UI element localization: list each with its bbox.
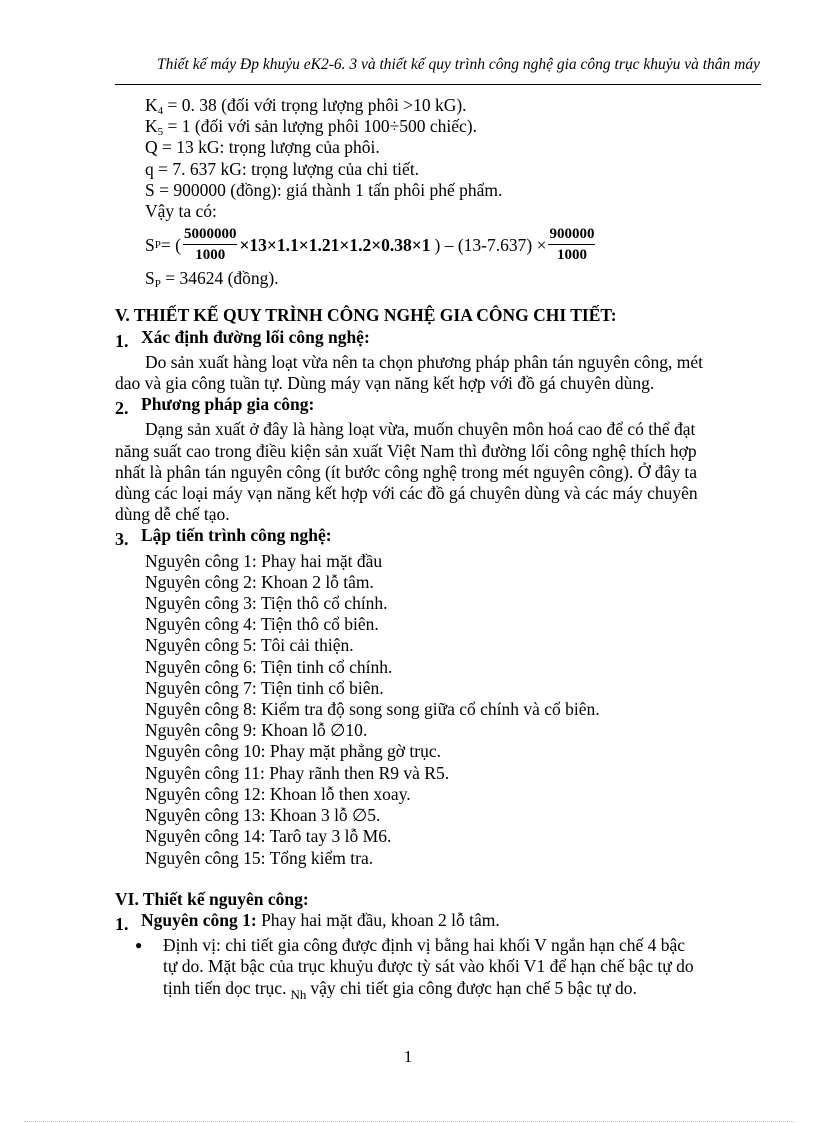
fraction-2: $\frac{900000}{1000}$ xyxy=(549,226,595,264)
process-step: Nguyên công 1: Phay hai mặt đầu xyxy=(145,550,383,571)
text-line: q = 7. 637 kG: trọng lượng của chi tiết. xyxy=(145,158,420,179)
cost-formula: S P = ( $\frac{5000000}{1000}$ ×13×1.1×1.21×1.2×0.38×1 ) – (13-7.637) × $\frac{900000}{1000}$ xyxy=(145,226,595,264)
process-step: Nguyên công 7: Tiện tinh cổ biên. xyxy=(145,677,384,698)
paragraph-line: nhất là phân tán nguyên công (ít bước công nghệ trong mét nguyên công). Ở đây ta xyxy=(115,461,697,482)
process-step: Nguyên công 12: Khoan lỗ then xoay. xyxy=(145,783,411,804)
process-step: Nguyên công 9: Khoan lỗ ∅10. xyxy=(145,720,368,741)
document-body xyxy=(115,95,760,1005)
paragraph-line: Dạng sản xuất ở đây là hàng loạt vừa, muốn chuyên môn hoá cao để có thể đạt xyxy=(145,419,696,440)
text-line: Vậy ta có: xyxy=(145,201,217,222)
paragraph-line: dùng các loại máy vạn năng kết hợp với các đồ gá chuyên dùng và các máy chuyên xyxy=(115,483,698,504)
paragraph-line: dao và gia công tuần tự. Dùng máy vạn năng kết hợp với đồ gá chuyên dùng. xyxy=(115,373,655,394)
header-divider xyxy=(115,84,761,85)
process-step: Nguyên công 15: Tổng kiểm tra. xyxy=(145,847,374,868)
section-5-item-3-heading: 3. Lập tiến trình công nghệ: xyxy=(115,525,332,550)
process-step: Nguyên công 11: Phay rãnh then R9 và R5. xyxy=(145,762,450,783)
paragraph-line: Do sản xuất hàng loạt vừa nên ta chọn phương pháp phân tán nguyên công, mét xyxy=(145,351,703,372)
process-step: Nguyên công 13: Khoan 3 lỗ ∅5. xyxy=(145,805,381,826)
process-step: Nguyên công 10: Phay mặt phẳng gờ trục. xyxy=(145,741,442,762)
process-step: Nguyên công 6: Tiện tinh cổ chính. xyxy=(145,656,393,677)
process-step: Nguyên công 14: Tarô tay 3 lỗ M6. xyxy=(145,826,392,847)
bullet-line: Định vị: chi tiết gia công được định vị bằng hai khối V ngắn hạn chế 4 bậc xyxy=(163,935,686,956)
section-5-item-1-heading: 1. Xác định đường lối công nghệ: xyxy=(115,326,370,351)
process-step: Nguyên công 2: Khoan 2 lỗ tâm. xyxy=(145,571,374,592)
running-header: Thiết kế máy Ðp khuỷu eK2-6. 3 và thiết kế quy trình công nghệ gia công trục khuỷu và thân máy xyxy=(156,56,760,73)
text-line: Q = 13 kG: trọng lượng của phôi. xyxy=(145,137,380,158)
section-5-title: V. THIẾT KẾ QUY TRÌNH CÔNG NGHỆ GIA CÔNG CHI TIẾT: xyxy=(115,305,617,326)
paragraph-line: dùng dễ chế tạo. xyxy=(115,504,230,525)
formula-result: $S_P = 34624$ (đồng). xyxy=(145,268,279,291)
coefficient-k4: $K_4 = 0$. 38 (đối với trọng lượng phôi >10 kG). xyxy=(145,95,467,117)
footer-divider xyxy=(24,1121,794,1122)
page-number: 1 xyxy=(403,1047,413,1066)
bullet-line: tịnh tiến dọc trục. $_{Nh}$ vậy chi tiết gia công được hạn chế 5 bậc tự do. xyxy=(163,977,637,1002)
section-5-item-2-heading: 2. Phương pháp gia công: xyxy=(115,394,315,419)
process-step: Nguyên công 4: Tiện thô cổ biên. xyxy=(145,614,379,635)
coefficient-k5: $K_5 = 1$ (đối với sản lượng phôi 100÷500 chiếc). xyxy=(145,116,477,139)
paragraph-line: năng suất cao trong điều kiện sản xuất Việt Nam thì đường lối công nghệ thích hợp xyxy=(115,440,697,461)
text-line: S = 900000 (đồng): giá thành 1 tấn phôi phế phẩm. xyxy=(145,179,503,200)
section-6-title: VI. Thiết kế nguyên công: xyxy=(115,888,309,909)
process-step: Nguyên công 5: Tôi cải thiện. xyxy=(145,635,354,656)
process-step: Nguyên công 3: Tiện thô cổ chính. xyxy=(145,593,388,614)
bullet-line: tự do. Mặt bậc của trục khuỷu được tỳ sát vào khối V1 để hạn chế bậc tự do xyxy=(163,956,694,977)
bullet-item xyxy=(115,935,760,1005)
section-6-item-1-heading: 1. Nguyên công 1: Phay hai mặt đầu, khoan 2 lỗ tâm. xyxy=(115,909,500,934)
bullet-icon: ● xyxy=(135,938,143,953)
process-step: Nguyên công 8: Kiểm tra độ song song giữa cổ chính và cổ biên. xyxy=(145,699,600,720)
fraction-1: $\frac{5000000}{1000}$ xyxy=(183,226,237,264)
